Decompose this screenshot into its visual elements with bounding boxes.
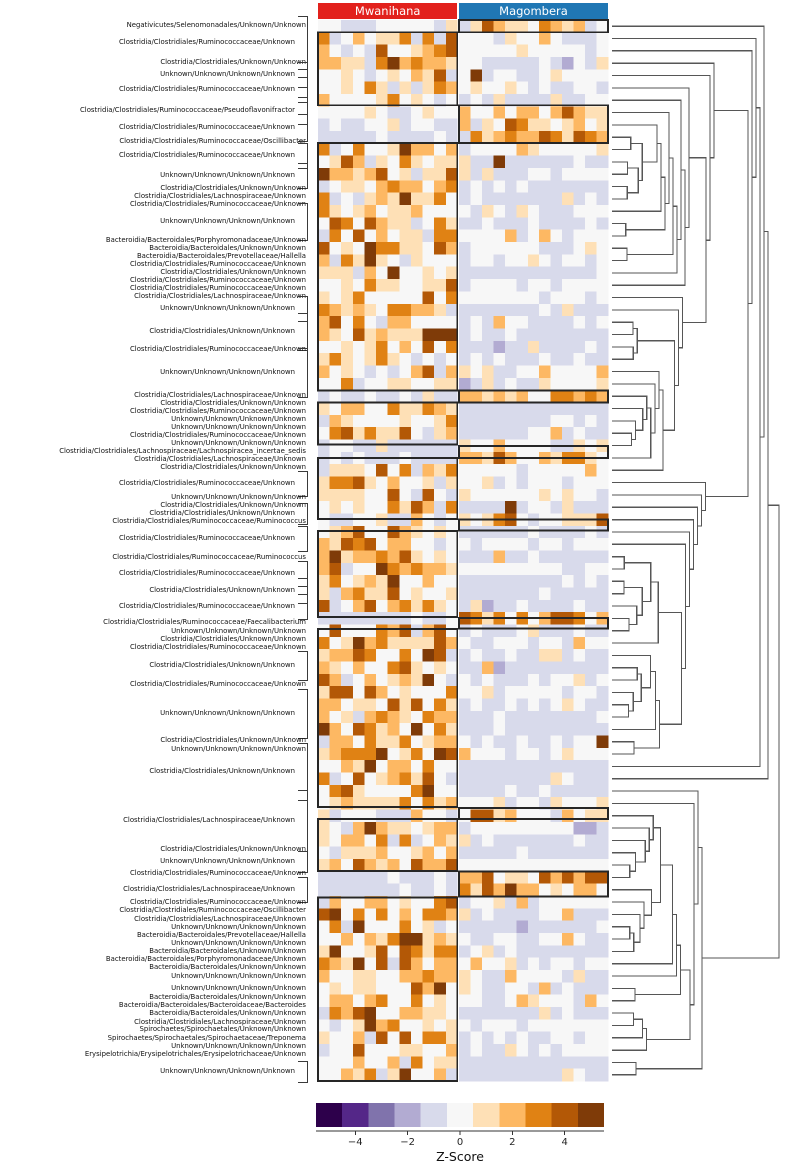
row-label: Clostridia/Clostridiales/Ruminococcaceae/Unknown — [129, 680, 306, 688]
row-label: Clostridia/Clostridiales/Lachnospiraceae/Unknown — [134, 391, 306, 399]
row-label: Clostridia/Clostridiales/Unknown/Unknown — [149, 586, 295, 594]
row-label: Unknown/Unknown/Unknown/Unknown — [171, 415, 306, 423]
row-label: Clostridia/Clostridiales/Ruminococcaceae/Unknown — [129, 284, 306, 292]
row-label: Erysipelotrichia/Erysipelotrichales/Erysipelotrichaceae/Unknown — [84, 1050, 306, 1058]
row-label: Clostridia/Clostridiales/Ruminococcaceae/Unknown — [118, 151, 295, 159]
row-label: Clostridia/Clostridiales/Unknown/Unknown — [160, 58, 306, 66]
row-label: Clostridia/Clostridiales/Unknown/Unknown — [149, 509, 295, 517]
row-label: Unknown/Unknown/Unknown/Unknown — [171, 439, 306, 447]
row-label: Clostridia/Clostridiales/Lachnospiraceae/Unknown — [134, 455, 306, 463]
row-label: Clostridia/Clostridiales/Ruminococcaceae/Unknown — [118, 602, 295, 610]
colorbar-title: Z-Score — [436, 1149, 484, 1164]
row-label: Unknown/Unknown/Unknown/Unknown — [160, 70, 295, 78]
row-label: Clostridia/Clostridiales/Unknown/Unknown — [160, 463, 306, 471]
row-label: Clostridia/Clostridiales/Ruminococcaceae/Oscillibacter — [119, 137, 306, 145]
row-label: Unknown/Unknown/Unknown/Unknown — [171, 939, 306, 947]
row-label: Clostridia/Clostridiales/Unknown/Unknown — [160, 635, 306, 643]
row-label: Clostridia/Clostridiales/Unknown/Unknown — [160, 736, 306, 744]
row-label: Unknown/Unknown/Unknown/Unknown — [160, 304, 295, 312]
row-label: Clostridia/Clostridiales/Ruminococcaceae/Oscillibacter — [119, 906, 306, 914]
row-label: Clostridia/Clostridiales/Ruminococcaceae/Unknown — [118, 569, 295, 577]
colorbar-tick-label: 2 — [509, 1137, 516, 1148]
row-label: Unknown/Unknown/Unknown/Unknown — [171, 493, 306, 501]
colorbar-tick-label: −4 — [347, 1137, 363, 1148]
row-label: Clostridia/Clostridiales/Unknown/Unknown — [160, 268, 306, 276]
row-label: Clostridia/Clostridiales/Lachnospiraceae/Unknown — [134, 192, 306, 200]
colorbar-tick-label: −2 — [400, 1137, 415, 1148]
row-label: Clostridia/Clostridiales/Lachnospiraceae/Unknown — [134, 915, 306, 923]
row-label: Clostridia/Clostridiales/Unknown/Unknown — [149, 327, 295, 335]
row-label: Clostridia/Clostridiales/Ruminococcaceae/Unknown — [129, 898, 306, 906]
row-label: Bacteroidia/Bacteroidales/Prevotellaceae/Hallella — [136, 931, 306, 939]
row-label: Unknown/Unknown/Unknown/Unknown — [160, 1067, 295, 1075]
row-label: Clostridia/Clostridiales/Unknown/Unknown — [160, 184, 306, 192]
row-label: Clostridia/Clostridiales/Lachnospiraceae/Unknown — [134, 1018, 306, 1026]
row-label: Clostridia/Clostridiales/Ruminococcaceae/Unknown — [118, 534, 295, 542]
row-label: Clostridia/Clostridiales/Lachnospiraceae/Unknown — [123, 885, 295, 893]
row-label: Negativicutes/Selenomonadales/Unknown/Unknown — [126, 21, 306, 29]
row-label: Unknown/Unknown/Unknown/Unknown — [171, 972, 306, 980]
row-label: Unknown/Unknown/Unknown/Unknown — [160, 857, 295, 865]
row-label: Clostridia/Clostridiales/Unknown/Unknown — [149, 661, 295, 669]
row-label: Clostridia/Clostridiales/Lachnospiraceae/Unknown — [134, 292, 306, 300]
row-label: Clostridia/Clostridiales/Ruminococcaceae/Unknown — [129, 260, 306, 268]
dendrogram — [612, 26, 779, 1075]
row-label: Clostridia/Clostridiales/Ruminococcaceae/Ruminococcus — [112, 553, 306, 561]
row-label: Clostridia/Clostridiales/Ruminococcaceae/Unknown — [129, 407, 306, 415]
colorbar-tick-label: 4 — [561, 1137, 568, 1148]
row-label: Clostridia/Clostridiales/Unknown/Unknown — [149, 767, 295, 775]
row-label: Unknown/Unknown/Unknown/Unknown — [171, 745, 306, 753]
row-label: Unknown/Unknown/Unknown/Unknown — [171, 627, 306, 635]
row-label: Unknown/Unknown/Unknown/Unknown — [160, 368, 295, 376]
row-label: Clostridia/Clostridiales/Lachnospiraceae/Unknown — [123, 816, 295, 824]
row-label: Bacteroidia/Bacteroidales/Bacteroidaceae/Bacteroides — [118, 1001, 306, 1009]
group-header-magombera: Magombera — [459, 3, 608, 19]
row-label: Clostridia/Clostridiales/Ruminococcaceae/Unknown — [118, 479, 295, 487]
row-label: Spirochaetes/Spirochaetales/Unknown/Unknown — [139, 1025, 306, 1033]
row-label: Clostridia/Clostridiales/Ruminococcaceae/Unknown — [118, 85, 295, 93]
row-label: Unknown/Unknown/Unknown/Unknown — [171, 984, 306, 992]
row-label: Unknown/Unknown/Unknown/Unknown — [171, 1042, 306, 1050]
row-label: Bacteroidia/Bacteroidales/Unknown/Unknown — [149, 244, 306, 252]
row-label: Clostridia/Clostridiales/Ruminococcaceae/Unknown — [129, 869, 306, 877]
row-label: Clostridia/Clostridiales/Lachnospiraceae/Lachnospiracea_incertae_sedis — [59, 447, 306, 455]
row-label: Clostridia/Clostridiales/Ruminococcaceae/Unknown — [129, 200, 306, 208]
row-label: Clostridia/Clostridiales/Ruminococcaceae/Unknown — [129, 345, 306, 353]
row-label: Clostridia/Clostridiales/Ruminococcaceae/Unknown — [129, 431, 306, 439]
row-label: Unknown/Unknown/Unknown/Unknown — [171, 423, 306, 431]
row-label: Clostridia/Clostridiales/Ruminococcaceae/Unknown — [118, 38, 295, 46]
row-label: Unknown/Unknown/Unknown/Unknown — [160, 709, 295, 717]
row-label: Unknown/Unknown/Unknown/Unknown — [160, 217, 295, 225]
row-label: Bacteroidia/Bacteroidales/Porphyromonadaceae/Unknown — [105, 955, 306, 963]
row-label: Clostridia/Clostridiales/Ruminococcaceae/Unknown — [129, 643, 306, 651]
row-label: Bacteroidia/Bacteroidales/Porphyromonadaceae/Unknown — [105, 236, 306, 244]
row-label: Clostridia/Clostridiales/Ruminococcaceae/Pseudoflavonifractor — [79, 106, 295, 114]
row-label: Clostridia/Clostridiales/Unknown/Unknown — [160, 845, 306, 853]
row-label: Clostridia/Clostridiales/Ruminococcaceae/Unknown — [118, 123, 295, 131]
row-label: Bacteroidia/Bacteroidales/Unknown/Unknown — [149, 963, 306, 971]
row-label: Bacteroidia/Bacteroidales/Unknown/Unknown — [149, 993, 306, 1001]
row-label: Bacteroidia/Bacteroidales/Unknown/Unknown — [149, 1009, 306, 1017]
row-label: Clostridia/Clostridiales/Unknown/Unknown — [160, 501, 306, 509]
row-label: Spirochaetes/Spirochaetales/Spirochaetaceae/Treponema — [107, 1034, 306, 1042]
group-header-mwanihana: Mwanihana — [318, 3, 457, 19]
row-label: Clostridia/Clostridiales/Ruminococcaceae/Ruminococcus — [112, 517, 306, 525]
colorbar-tick-label: 0 — [456, 1137, 464, 1148]
row-label: Unknown/Unknown/Unknown/Unknown — [160, 171, 295, 179]
row-label: Clostridia/Clostridiales/Ruminococcaceae/Faecalibacterium — [103, 618, 306, 626]
row-label: Clostridia/Clostridiales/Unknown/Unknown — [160, 399, 306, 407]
row-label: Clostridia/Clostridiales/Ruminococcaceae/Unknown — [129, 276, 306, 284]
row-label: Bacteroidia/Bacteroidales/Unknown/Unknown — [149, 947, 306, 955]
row-label: Unknown/Unknown/Unknown/Unknown — [171, 923, 306, 931]
row-label: Bacteroidia/Bacteroidales/Prevotellaceae/Hallella — [136, 252, 306, 260]
